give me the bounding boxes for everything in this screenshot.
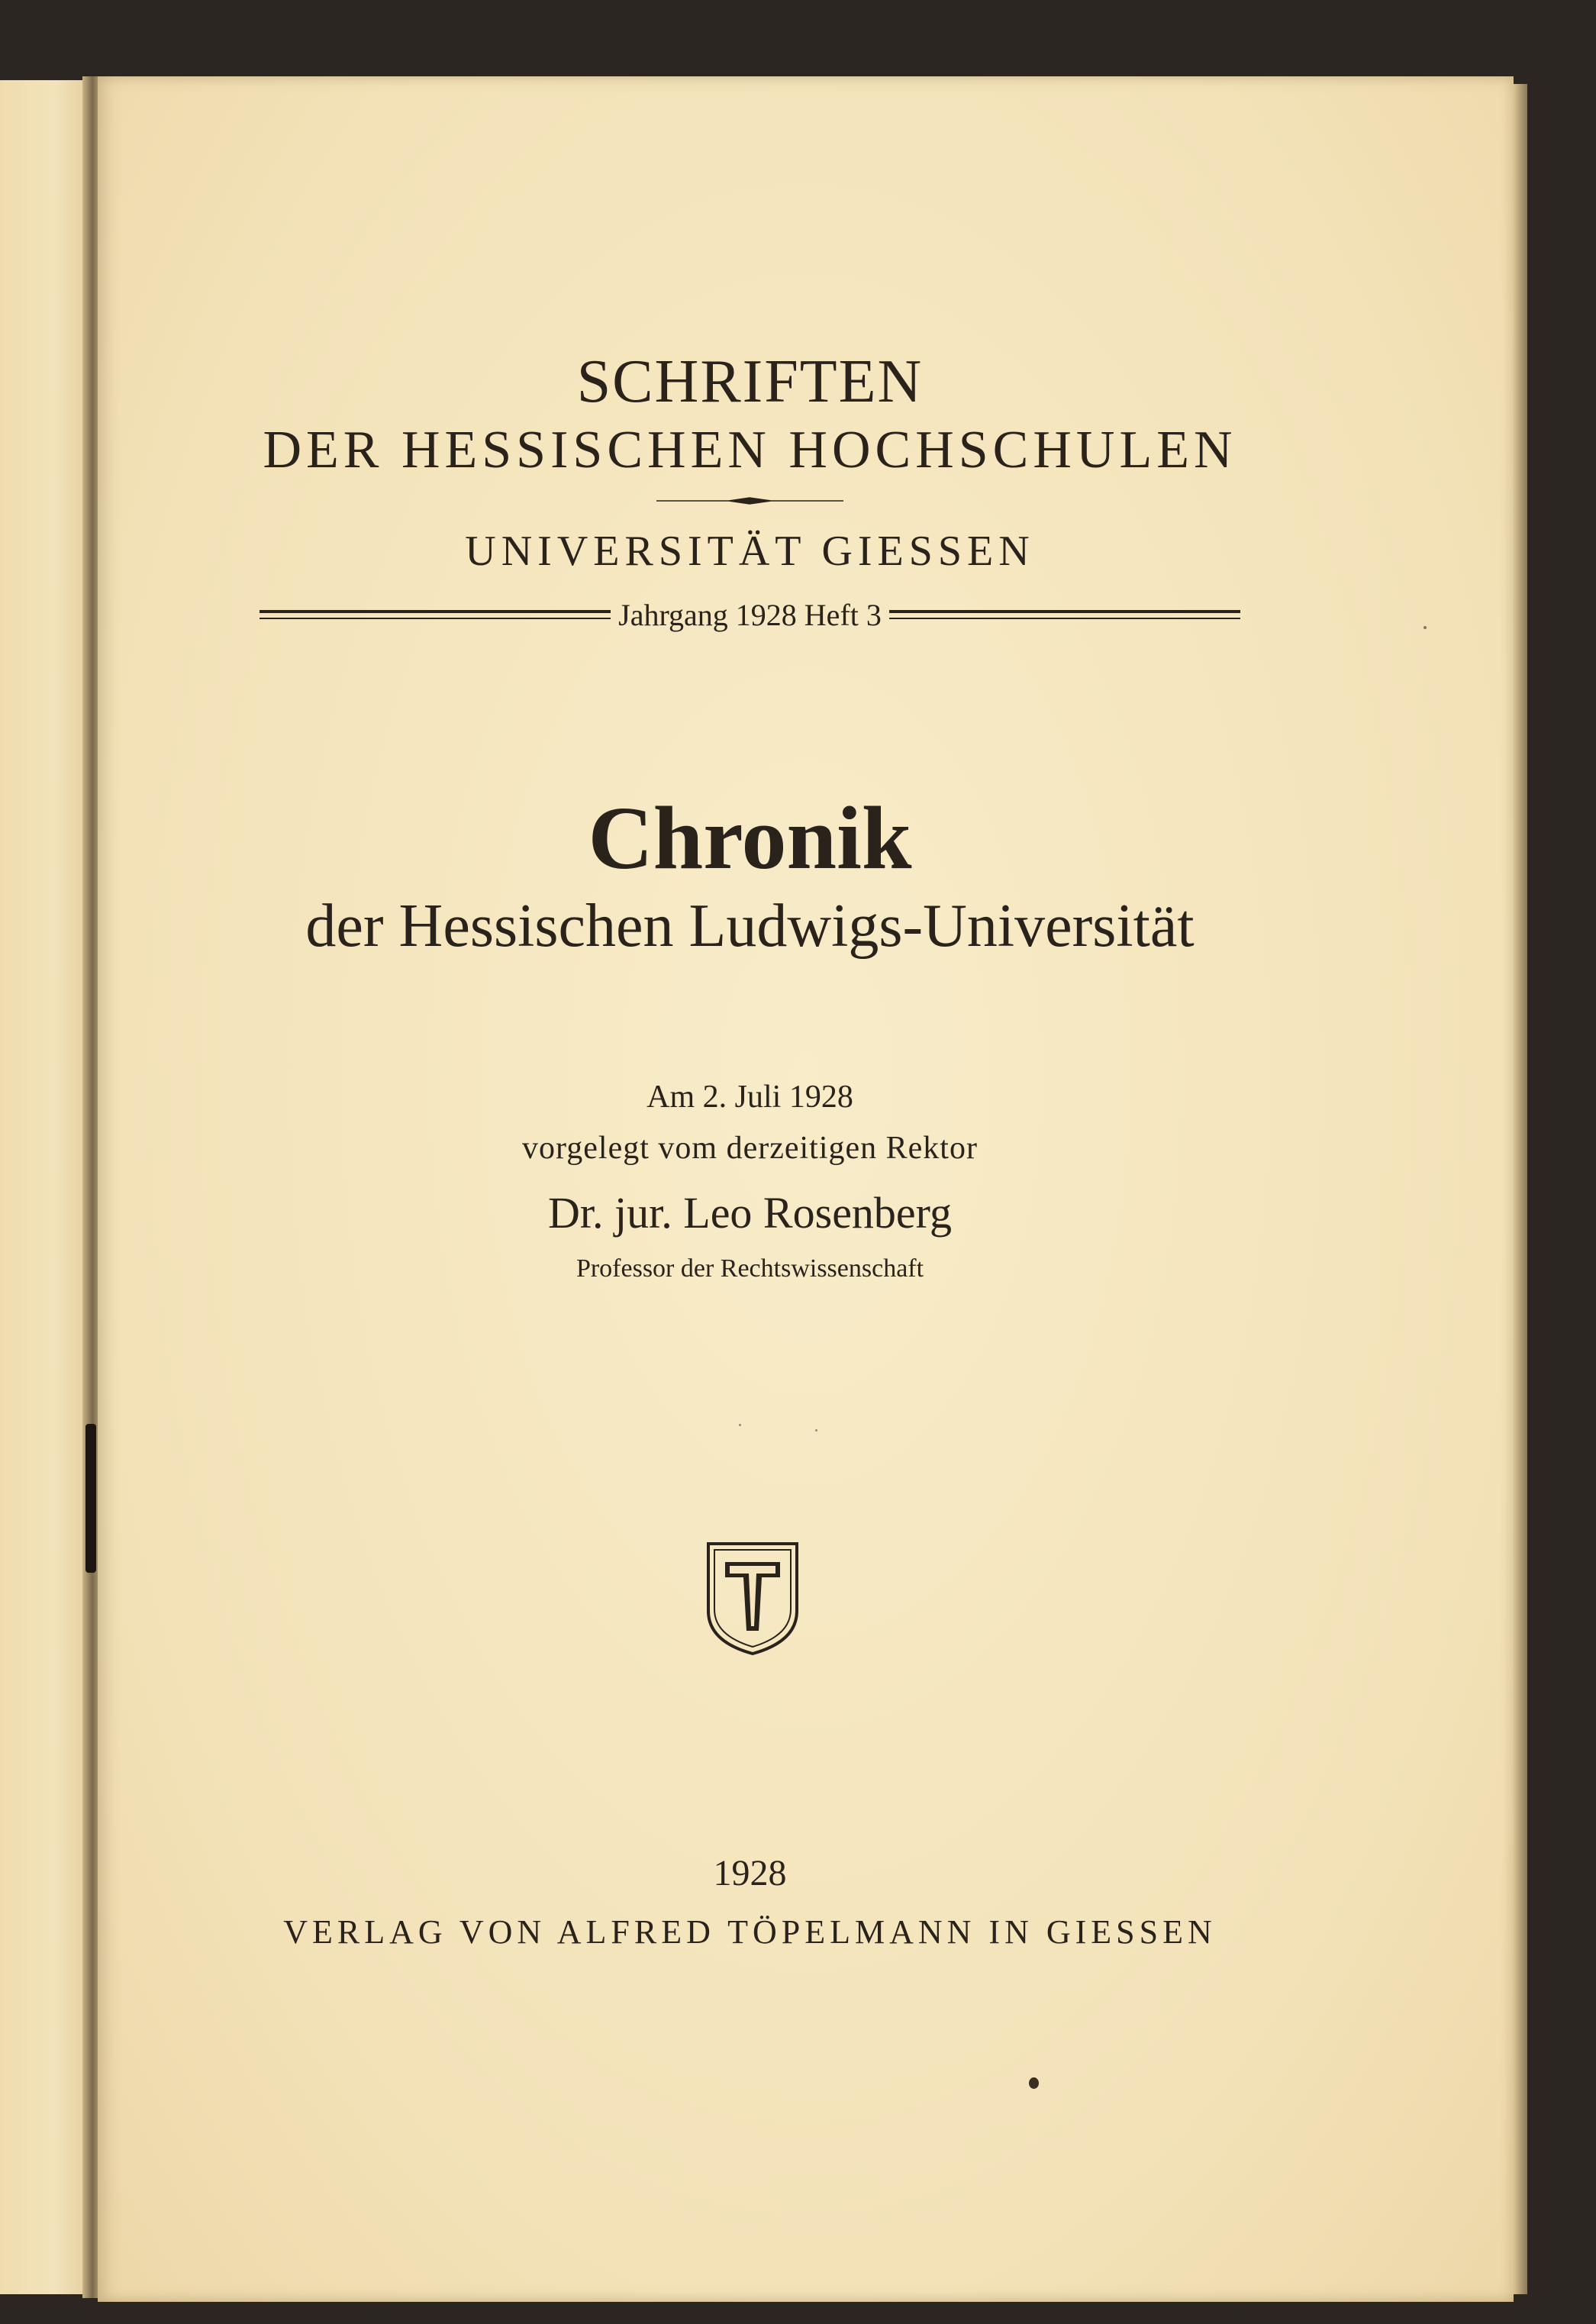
presentation-date: Am 2. Juli 1928: [646, 1080, 853, 1115]
swell-rule-ornament: [656, 496, 843, 505]
facing-page-edge: [0, 80, 92, 2294]
title-page-content: [260, 0, 1240, 2324]
presented-by: vorgelegt vom derzeitigen Rektor: [522, 1131, 978, 1166]
main-subtitle: der Hessischen Ludwigs-Universität: [305, 892, 1195, 960]
paper-speck: [1424, 626, 1427, 629]
publisher-imprint: VERLAG VON ALFRED TÖPELMANN IN GIESSEN: [283, 1913, 1217, 1951]
rector-name: Dr. jur. Leo Rosenberg: [548, 1188, 952, 1238]
paper-speck: [815, 1429, 817, 1432]
series-subtitle: DER HESSISCHEN HOCHSCHULEN: [263, 421, 1237, 479]
shield-t-icon: [704, 1541, 801, 1657]
university-name: UNIVERSITÄT GIESSEN: [465, 528, 1035, 575]
paper-speck: [1029, 2077, 1039, 2089]
binding-stitch: [85, 1424, 96, 1573]
rector-position: Professor der Rechtswissenschaft: [576, 1254, 924, 1283]
issue-label: Jahrgang 1928 Heft 3: [618, 597, 882, 632]
page-edge: [1514, 84, 1527, 2294]
double-rule-left: [260, 610, 611, 619]
main-title: Chronik: [588, 788, 912, 888]
series-title: SCHRIFTEN: [576, 348, 924, 415]
publication-year: 1928: [713, 1853, 787, 1893]
issue-line: [260, 596, 1240, 634]
paper-speck: [739, 1424, 741, 1426]
double-rule-right: [889, 610, 1240, 619]
